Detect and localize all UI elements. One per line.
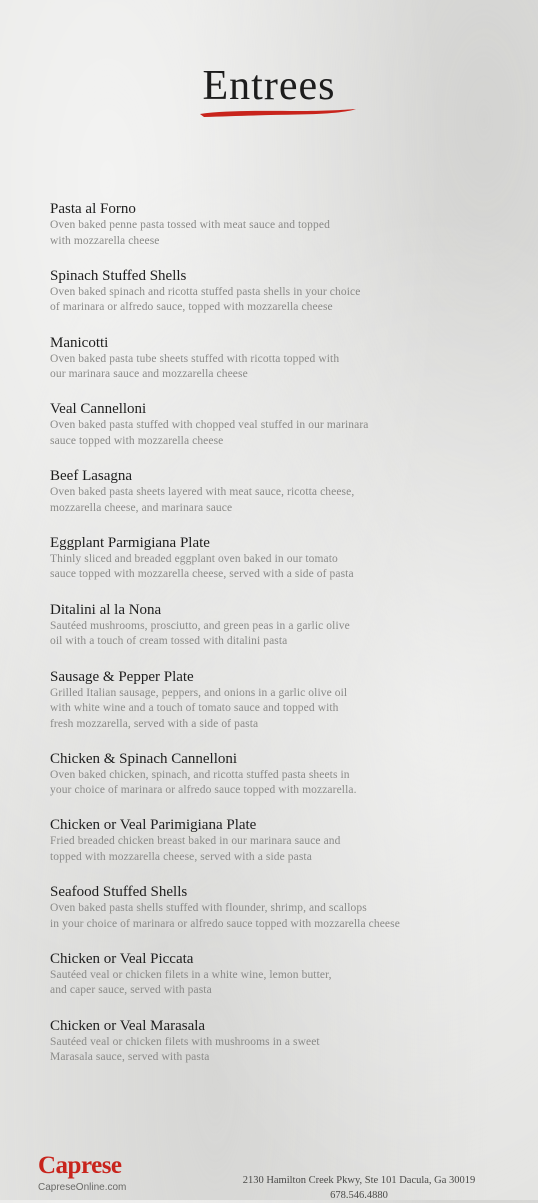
description-line: mozzarella cheese, and marinara sauce [50,501,233,514]
description-line: Oven baked spinach and ricotta stuffed pasta shells in your choice [50,285,361,298]
website-url: CapreseOnline.com [38,1182,127,1193]
entree-list [50,200,510,1084]
menu-item-description [50,619,510,650]
description-line: Sautéed veal or chicken filets with mushrooms in a sweet [50,1035,320,1048]
menu-item-name: Sausage & Pepper Plate [50,668,194,685]
description-line: Sautéed mushrooms, prosciutto, and green peas in a garlic olive [50,619,350,632]
description-line: Marasala sauce, served with pasta [50,1051,210,1064]
menu-item-description [50,418,510,449]
menu-item-description [50,768,510,799]
menu-item-name: Chicken or Veal Parimigiana Plate [50,817,257,834]
street-address: 2130 Hamilton Creek Pkwy, Ste 101 Dacula, Ga 30019 [242,1175,476,1186]
description-line: and caper sauce, served with pasta [50,984,212,997]
menu-item-name: Eggplant Parmigiana Plate [50,534,210,551]
menu-item-description [50,834,510,865]
menu-item [50,750,510,817]
menu-item-description [50,218,510,249]
description-line: Oven baked pasta sheets layered with meat sauce, ricotta cheese, [50,486,355,499]
menu-item-name: Ditalini al la Nona [50,601,162,618]
logo-wordmark: Caprese [38,1152,122,1179]
menu-item-description [50,485,510,516]
description-line: our marinara sauce and mozzarella cheese [50,368,248,381]
menu-item-description [50,552,510,583]
description-line: Sautéed veal or chicken filets in a white wine, lemon butter, [50,968,332,981]
menu-item [50,534,510,601]
description-line: of marinara or alfredo sauce, topped with mozzarella cheese [50,301,333,314]
description-line: Fried breaded chicken breast baked in our marinara sauce and [50,835,341,848]
menu-item [50,334,510,401]
menu-item-name: Chicken or Veal Piccata [50,950,194,967]
description-line: with white wine and a touch of tomato sauce and topped with [50,702,339,715]
page-title: Entrees [202,63,336,109]
description-line: in your choice of marinara or alfredo sauce topped with mozzarella cheese [50,917,400,930]
description-line: oil with a touch of cream tossed with ditalini pasta [50,635,288,648]
caprese-logo [38,1152,128,1193]
menu-item-name: Manicotti [50,334,109,351]
menu-item [50,668,510,750]
menu-item-description [50,901,510,932]
menu-item-name: Beef Lasagna [50,468,133,485]
menu-item-name: Veal Cannelloni [50,401,147,418]
description-line: Oven baked chicken, spinach, and ricotta stuffed pasta sheets in [50,768,350,781]
description-line: with mozzarella cheese [50,234,160,247]
menu-item [50,950,510,1017]
menu-item [50,467,510,534]
description-line: Grilled Italian sausage, peppers, and onions in a garlic olive oil [50,686,348,699]
description-line: Oven baked penne pasta tossed with meat sauce and topped [50,219,330,231]
menu-item [50,601,510,668]
restaurant-address-block [200,1173,518,1203]
menu-item-name: Pasta al Forno [50,201,136,217]
menu-item [50,883,510,950]
menu-item [50,816,510,883]
description-line: sauce topped with mozzarella cheese, served with a side of pasta [50,568,354,581]
phone-number: 678.546.4880 [330,1190,388,1201]
menu-item [50,200,510,267]
title-underline-brushstroke [198,106,358,120]
menu-item-description [50,352,510,383]
menu-item-name: Spinach Stuffed Shells [50,267,187,284]
menu-item-name: Chicken & Spinach Cannelloni [50,750,238,767]
description-line: sauce topped with mozzarella cheese [50,434,224,447]
description-line: Thinly sliced and breaded eggplant oven baked in our tomato [50,552,338,565]
menu-item-description [50,285,510,316]
description-line: topped with mozzarella cheese, served with a side pasta [50,850,312,863]
description-line: your choice of marinara or alfredo sauce topped with mozzarella. [50,784,357,797]
description-line: fresh mozzarella, served with a side of pasta [50,717,259,730]
menu-item [50,1017,510,1084]
menu-item [50,267,510,334]
description-line: Oven baked pasta tube sheets stuffed with ricotta topped with [50,352,340,365]
description-line: Oven baked pasta shells stuffed with flounder, shrimp, and scallops [50,902,367,915]
menu-item-description [50,686,510,733]
title-area [0,62,538,110]
menu-item-name: Chicken or Veal Marasala [50,1017,206,1034]
description-line: Oven baked pasta stuffed with chopped veal stuffed in our marinara [50,419,369,432]
menu-item [50,400,510,467]
menu-item-name: Seafood Stuffed Shells [50,884,188,901]
menu-item-description [50,968,510,999]
menu-item-description [50,1035,510,1066]
